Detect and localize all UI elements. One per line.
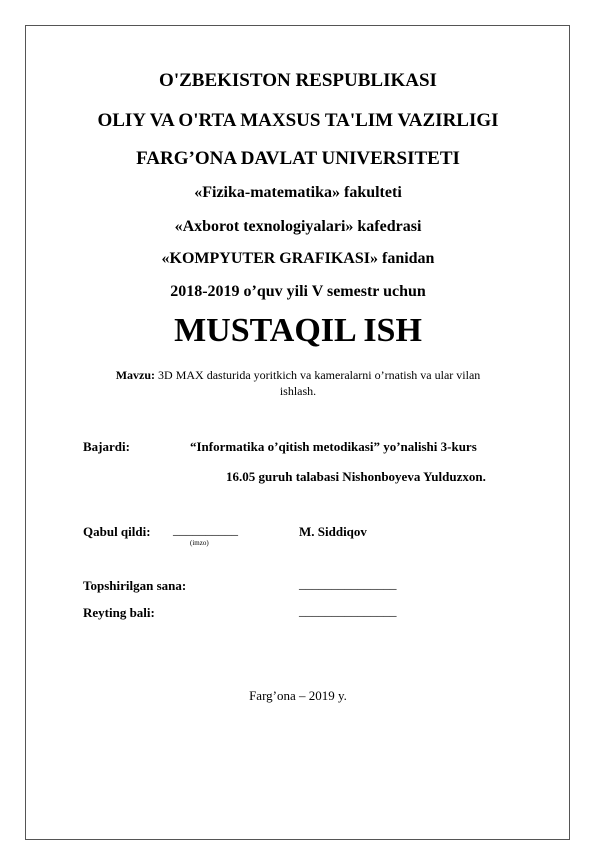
performer-label: Bajardi:: [83, 439, 130, 454]
accepted-name: M. Siddiqov: [299, 524, 367, 539]
subject-line: «KOMPYUTER GRAFIKASI» fanidan: [161, 250, 435, 267]
rating-label: Reyting bali:: [83, 605, 155, 620]
signature-caption: (imzo): [190, 539, 209, 547]
footer-place-year: Farg’ona – 2019 y.: [249, 688, 347, 703]
semester-line: 2018-2019 o’quv yili V semestr uchun: [170, 283, 426, 300]
submitted-date-blank: _______________: [299, 576, 397, 591]
document-title: MUSTAQIL ISH: [174, 312, 422, 349]
university-heading: FARG’ONA DAVLAT UNIVERSITETI: [136, 148, 460, 169]
topic-label: Mavzu:: [115, 368, 156, 382]
republic-heading: O'ZBEKISTON RESPUBLIKASI: [159, 70, 437, 91]
signature-blank: __________: [173, 522, 238, 537]
rating-blank: _______________: [299, 603, 397, 618]
performer-line-1: “Informatika o’qitish metodikasi” yo’nalishi 3-kurs: [190, 439, 477, 454]
topic-line-1: [0, 368, 596, 383]
submitted-date-label: Topshirilgan sana:: [83, 578, 187, 593]
accepted-label: Qabul qildi:: [83, 524, 151, 539]
department-line: «Axborot texnologiyalari» kafedrasi: [174, 218, 422, 235]
faculty-line: «Fizika-matematika» fakulteti: [194, 184, 402, 201]
ministry-heading: OLIY VA O'RTA MAXSUS TA'LIM VAZIRLIGI: [97, 110, 499, 131]
topic-text: 3D MAX dasturida yoritkich va kameralarni o’rnatish va ular vilan: [158, 368, 481, 382]
performer-line-2: 16.05 guruh talabasi Nishonboyeva Yulduzxon.: [226, 469, 486, 484]
topic-line-2: ishlash.: [279, 384, 317, 398]
